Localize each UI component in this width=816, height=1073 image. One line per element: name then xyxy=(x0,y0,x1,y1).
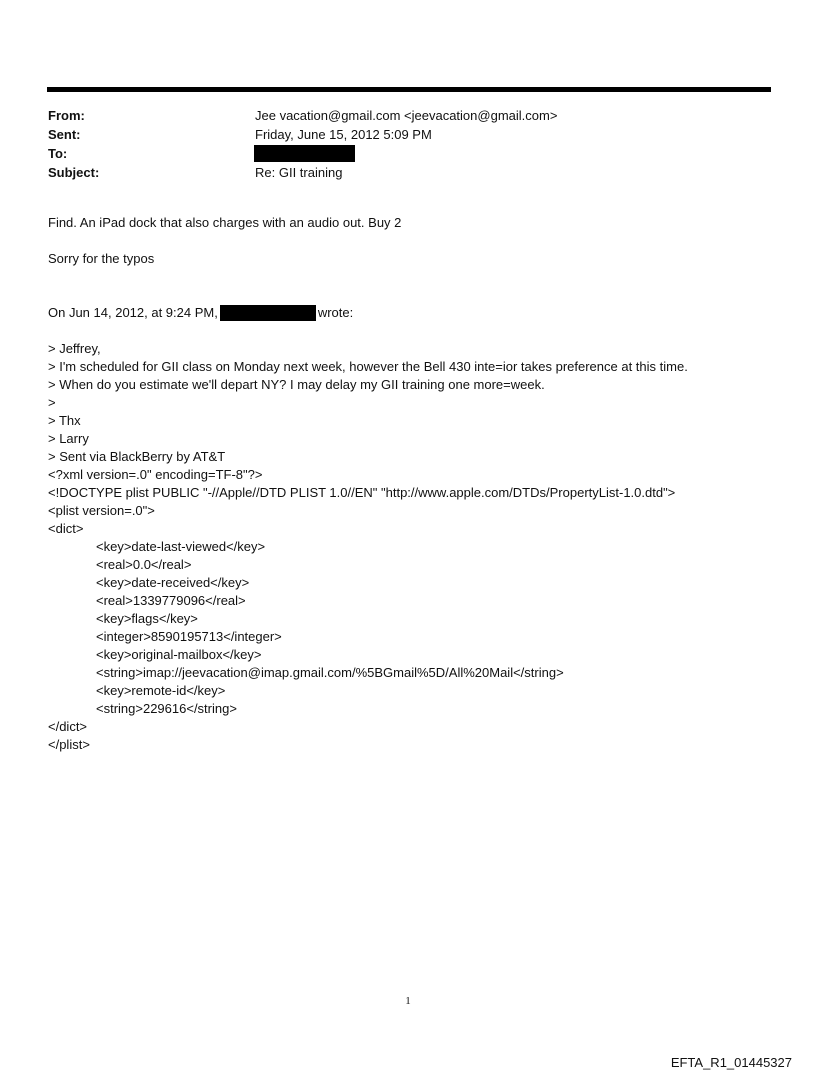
to-label: To: xyxy=(48,146,68,161)
page-number: 1 xyxy=(405,995,411,1007)
from-label: From: xyxy=(48,108,85,123)
sender-redaction xyxy=(220,305,316,321)
dict-close: </dict> xyxy=(48,719,88,734)
plist-doctype: <!DOCTYPE plist PUBLIC "-//Apple//DTD PLIST 1.0//EN" "http://www.apple.com/DTDs/PropertyList-1.0.dtd"> xyxy=(48,485,676,500)
body-line-1: Find. An iPad dock that also charges with an audio out. Buy 2 xyxy=(48,215,402,230)
header-rule xyxy=(47,87,771,92)
subject-label: Subject: xyxy=(48,165,100,180)
email-body xyxy=(48,214,768,754)
quoted-line: > Sent via BlackBerry by AT&T xyxy=(48,449,226,464)
wrote-suffix: wrote: xyxy=(317,305,354,320)
body-line-2: Sorry for the typos xyxy=(48,251,155,266)
plist-entry: <key>date-received</key> xyxy=(96,575,250,590)
quoted-line: > I'm scheduled for GII class on Monday next week, however the Bell 430 inte=ior takes preference at this time. xyxy=(48,359,688,374)
plist-entry: <key>remote-id</key> xyxy=(96,683,226,698)
dict-open: <dict> xyxy=(48,521,84,536)
to-redaction xyxy=(254,145,355,162)
from-value: Jee vacation@gmail.com <jeevacation@gmail.com> xyxy=(255,108,558,123)
subject-row xyxy=(48,163,768,182)
plist-open: <plist version=.0"> xyxy=(48,503,155,518)
wrote-prefix: On Jun 14, 2012, at 9:24 PM, xyxy=(48,305,218,320)
quoted-line: > Larry xyxy=(48,431,89,446)
subject-value: Re: GII training xyxy=(255,165,343,180)
plist-xml-decl: <?xml version=.0" encoding=TF-8"?> xyxy=(48,467,263,482)
email-header xyxy=(48,106,768,182)
quoted-line: > Thx xyxy=(48,413,81,428)
plist-entry: <integer>8590195713</integer> xyxy=(96,629,282,644)
plist-entry: <key>original-mailbox</key> xyxy=(96,647,262,662)
plist-entry: <real>0.0</real> xyxy=(96,557,192,572)
quoted-line: > When do you estimate we'll depart NY? I may delay my GII training one more=week. xyxy=(48,377,545,392)
plist-entry: <real>1339779096</real> xyxy=(96,593,246,608)
wrote-line xyxy=(48,304,768,322)
plist-close: </plist> xyxy=(48,737,90,752)
sent-value: Friday, June 15, 2012 5:09 PM xyxy=(255,127,432,142)
quoted-line: > Jeffrey, xyxy=(48,341,101,356)
quoted-line: > xyxy=(48,395,56,410)
plist-entry: <string>imap://jeevacation@imap.gmail.com/%5BGmail%5D/All%20Mail</string> xyxy=(96,665,564,680)
to-row xyxy=(48,144,768,163)
plist-entry: <string>229616</string> xyxy=(96,701,237,716)
plist-entry: <key>date-last-viewed</key> xyxy=(96,539,266,554)
document-id: EFTA_R1_01445327 xyxy=(670,1055,792,1070)
sent-label: Sent: xyxy=(48,127,81,142)
sent-row xyxy=(48,125,768,144)
from-row xyxy=(48,106,768,125)
plist-entry: <key>flags</key> xyxy=(96,611,198,626)
